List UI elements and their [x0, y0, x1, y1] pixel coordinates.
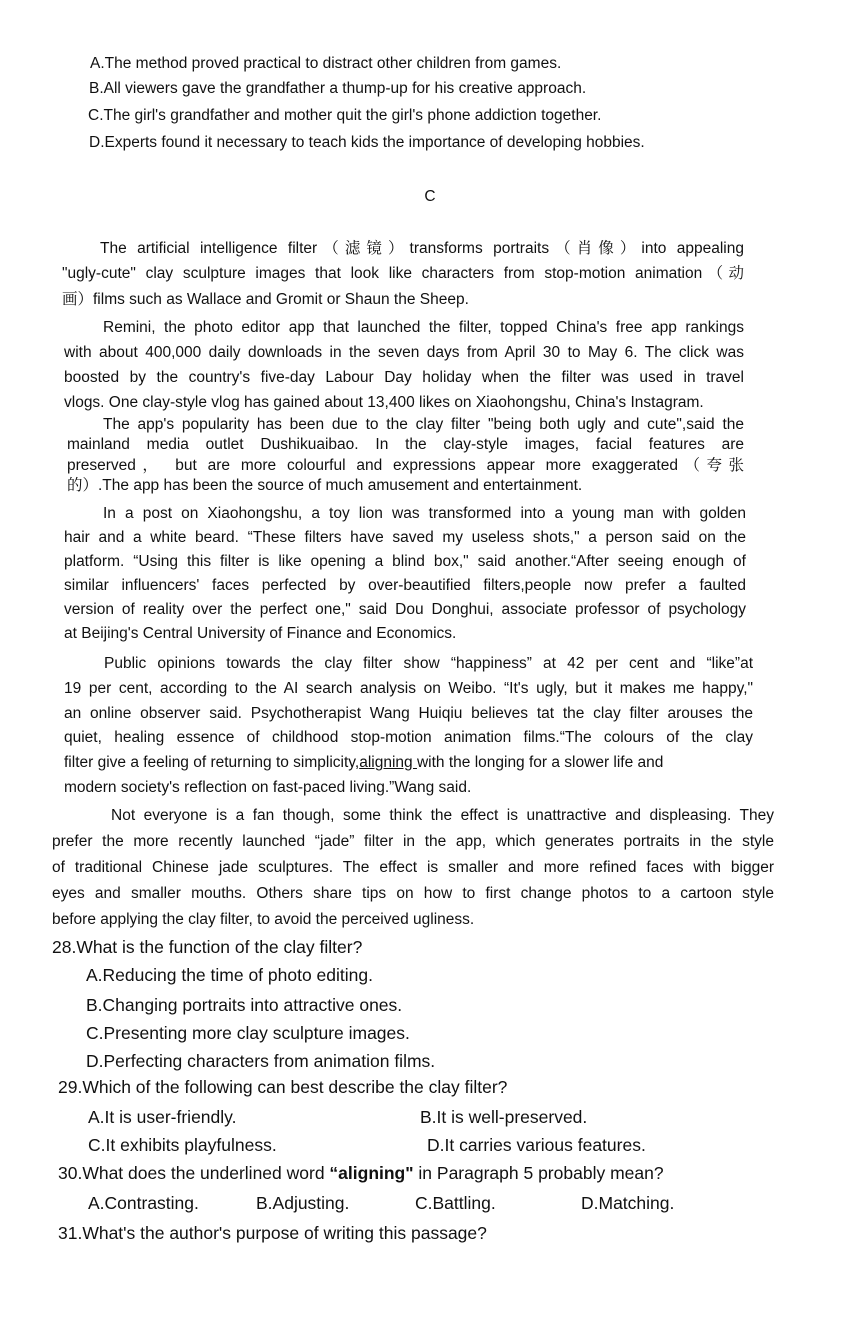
paragraph-2-line-4: vlogs. One clay-style vlog has gained about 13,400 likes on Xiaohongshu, China's Instagram. [64, 394, 704, 411]
paragraph-6-line-1: Not everyone is a fan though, some think the effect is unattractive and displeasing. They [111, 807, 774, 824]
paragraph-4-line-6: at Beijing's Central University of Finance and Economics. [64, 625, 457, 642]
question-30-stem-end: in Paragraph 5 probably mean? [413, 1163, 664, 1183]
prev-option-a: A.The method proved practical to distract other children from games. [90, 55, 562, 72]
prev-option-b: B.All viewers gave the grandfather a thump-up for his creative approach. [89, 80, 587, 97]
paragraph-5-line-4: quiet, healing essence of childhood stop-motion animation films.“The colours of the clay [64, 729, 753, 746]
question-30-option-c: C.Battling. [415, 1193, 496, 1213]
question-28-option-c: C.Presenting more clay sculpture images. [86, 1023, 410, 1043]
paragraph-1-line-3: 画）films such as Wallace and Gromit or Shaun the Sheep. [62, 291, 469, 308]
paragraph-3-line-2: mainland media outlet Dushikuaibao. In the clay-style images, facial features are [67, 436, 744, 453]
underlined-word-aligning: aligning [359, 754, 417, 771]
question-31-stem: 31.What's the author's purpose of writing this passage? [58, 1223, 487, 1243]
question-28-stem: 28.What is the function of the clay filter? [52, 937, 363, 957]
question-28-option-b: B.Changing portraits into attractive ones. [86, 995, 403, 1015]
paragraph-5-line-6: modern society's reflection on fast-paced living.”Wang said. [64, 779, 472, 796]
paragraph-5-line-1: Public opinions towards the clay filter show “happiness” at 42 per cent and “like”at [104, 655, 753, 672]
section-label: C [424, 188, 436, 205]
paragraph-5-line-5 [64, 753, 753, 773]
paragraph-2-line-1: Remini, the photo editor app that launched the filter, topped China's free app rankings [103, 319, 744, 336]
paragraph-3-line-4: 的）.The app has been the source of much amusement and entertainment. [67, 477, 583, 494]
question-28-option-d: D.Perfecting characters from animation films. [86, 1051, 436, 1071]
question-29-option-c: C.It exhibits playfulness. [88, 1135, 277, 1155]
paragraph-2-line-2: with about 400,000 daily downloads in the seven days from April 30 to May 6. The click was [64, 344, 744, 361]
question-30-option-b: B.Adjusting. [256, 1193, 350, 1213]
paragraph-6-line-2: prefer the more recently launched “jade” filter in the app, which generates portraits in the style [52, 833, 774, 850]
paragraph-4-line-4: similar influencers' faces perfected by over-beautified filters,people now prefer a faulted [64, 577, 746, 594]
question-30-stem [58, 1162, 664, 1184]
question-30-option-d: D.Matching. [581, 1193, 675, 1213]
paragraph-4-line-2: hair and a white beard. “These filters have saved my useless shots," a person said on the [64, 529, 746, 546]
paragraph-4-line-3: platform. “Using this filter is like opening a blind box," said another.“After seeing enough of [64, 553, 746, 570]
question-28-option-a: A.Reducing the time of photo editing. [86, 965, 373, 985]
paragraph-2-line-3: boosted by the country's five-day Labour Day holiday when the filter was used in travel [64, 369, 744, 386]
question-30-option-a: A.Contrasting. [88, 1193, 199, 1213]
question-29-option-a: A.It is user-friendly. [88, 1107, 237, 1127]
paragraph-3-line-1: The app's popularity has been due to the clay filter "being both ugly and cute",said the [103, 416, 744, 433]
paragraph-3-line-3: preserved， but are more colourful and expressions appear more exaggerated（夸张 [67, 457, 744, 474]
paragraph-5-line-3: an online observer said. Psychotherapist Wang Huiqiu believes tat the clay filter arouses the [64, 705, 753, 722]
paragraph-6-line-5: before applying the clay filter, to avoid the perceived ugliness. [52, 911, 475, 928]
paragraph-4-line-5: version of reality over the perfect one," said Dou Donghui, associate professor of psychology [64, 601, 746, 618]
paragraph-5-line-5-start: filter give a feeling of returning to simplicity, [64, 754, 360, 771]
paragraph-6-line-4: eyes and smaller mouths. Others share tips on how to first change photos to a cartoon style [52, 885, 774, 902]
paragraph-5-line-2: 19 per cent, according to the AI search analysis on Weibo. “It's ugly, but it makes me happy," [64, 680, 753, 697]
question-29-option-d: D.It carries various features. [427, 1135, 646, 1155]
prev-option-d: D.Experts found it necessary to teach kids the importance of developing hobbies. [89, 134, 645, 151]
question-30-stem-start: 30.What does the underlined word [58, 1163, 330, 1183]
prev-option-c: C.The girl's grandfather and mother quit the girl's phone addiction together. [88, 107, 602, 124]
paragraph-1-line-2: "ugly-cute" clay sculpture images that look like characters from stop-motion animation（动 [62, 265, 744, 282]
question-29-stem: 29.Which of the following can best describe the clay filter? [58, 1077, 508, 1097]
paragraph-5-line-5-end: with the longing for a slower life and [416, 754, 664, 771]
paragraph-6-line-3: of traditional Chinese jade sculptures. The effect is smaller and more refined faces with bigger [52, 859, 774, 876]
paragraph-1-line-1: The artificial intelligence filter（滤镜）transforms portraits（肖像）into appealing [100, 240, 744, 257]
paragraph-4-line-1: In a post on Xiaohongshu, a toy lion was transformed into a young man with golden [103, 505, 746, 522]
question-29-option-b: B.It is well-preserved. [420, 1107, 588, 1127]
question-30-bold-word: “aligning" [329, 1163, 414, 1183]
